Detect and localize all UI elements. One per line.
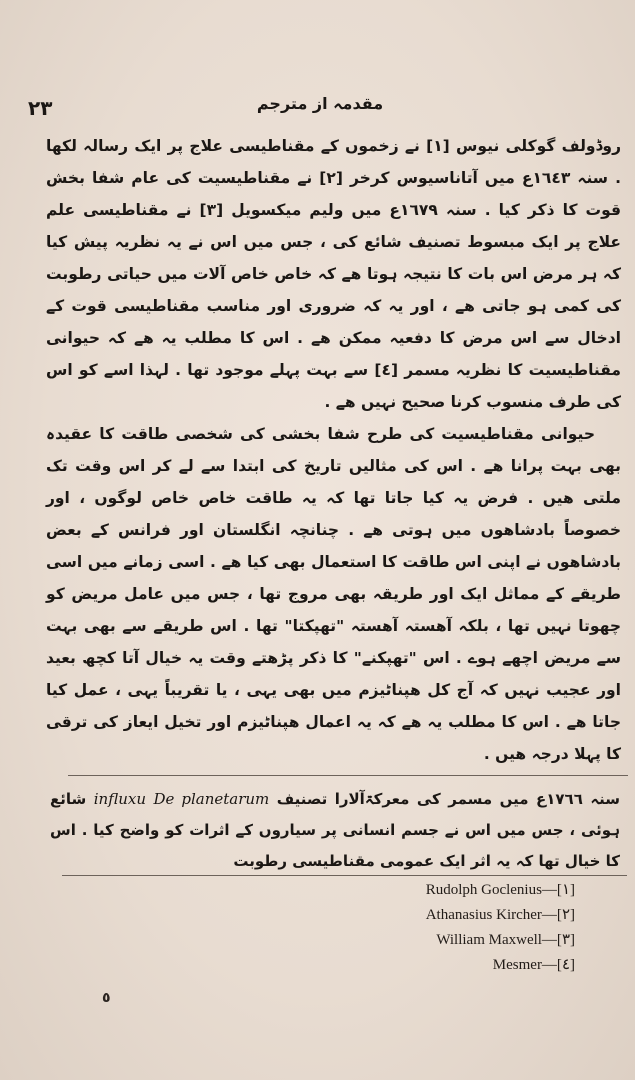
footnote-divider-top <box>68 775 628 776</box>
reference-list <box>280 878 575 978</box>
running-title: مقدمہ از مترجم <box>256 94 384 113</box>
reference-2: Athanasius Kircher—[٢] <box>425 907 575 923</box>
main-text <box>46 130 621 770</box>
paragraph-2: حیوانی مقناطیسیت کی طرح شفا بخشی کی شخصی طاقت کا عقیدہ بھی بہت پرانا ھے . اس کی مثالیں تاریخ کی ابتدا سے لے کر اس وقت تک ملتی ھیں . فرض یہ کیا جاتا تھا کہ یہ طاقت خاص خاص لوگوں ، اور خصوصاً بادشاھوں میں ہوتی ھے . چنانچہ انگلستان اور فرانس کے بعض بادشاھوں نے اپنی اس طاقت کا استعمال بھی کیا ھے . اسی زمانے میں اسی طریقے کے مماثل ایک اور طریقہ بھی مروج تھا ، جس میں عامل مریض کو چھوتا نہیں تھا ، بلکہ آھستہ آھستہ "تھپکتا" تھا . اس طریقے سے بھی بہت سے مریض اچھے ہوے . اس "تھپکنے" کا ذکر پڑھتے وقت یہ خیال آتا کچھ بعید اور عجیب نہیں کہ آج کل ھپناٹیزم میں بھی یہی ، یا تقریباً یہی ، عمل کیا جاتا ھے . اس کا مطلب یہ ھے کہ یہ اعمال ھپناٹیزم اور تخیل ایعاز کی ترقی کا پہلا درجہ ھیں . <box>46 425 621 763</box>
footnote-divider-bottom <box>62 875 627 876</box>
reference-3: William Maxwell—[٣] <box>436 932 575 948</box>
reference-4: Mesmer—[٤] <box>492 957 575 973</box>
footnote-latin-title-1: De planetarum <box>153 790 270 808</box>
reference-1: Rudolph Goclenius—[١] <box>425 882 575 898</box>
page-signature: ٥ <box>102 990 111 1006</box>
footnote-text-end: شائع ہوئی ، جس میں اس نے جسم انسانی پر سیاروں کے اثرات کو واضح کیا . اس کا خیال تھا کہ یہ اثر ایک عمومی مقناطیسی رطوبت <box>50 790 620 870</box>
footnote-latin-title-2: influxu <box>93 790 146 808</box>
footnote-text-start: سنہ ١٧٦٦ع میں مسمر کی معرکۃآلارا تصنیف <box>276 790 620 808</box>
paragraph-1: روڈولف گوکلی نیوس [١] نے زخموں کے مقناطیسی علاج پر ایک رسالہ لکھا . سنہ ١٦٤٣ع میں آتاناسیوس کرخر [٢] نے مقناطیسیت کی عام شفا بخش قوت کا ذکر کیا . سنہ ١٦٧٩ع میں ولیم میکسویل [٣] نے مقناطیسی علم علاج پر ایک مبسوط تصنیف شائع کی ، جس میں اس نے یہ نظریہ پیش کیا کہ ہر مرض اس بات کا نتیجہ ہوتا ھے کہ خاص خاص آلات میں حیاتی رطوبت کی کمی ہو جاتی ھے ، اور یہ کہ ضروری اور مناسب مقناطیسی قوت کے ادخال سے اس مرض کا دفعیہ ممکن ھے . اس کا مطلب یہ ھے کہ حیوانی مقناطیسیت کا نظریہ مسمر [٤] سے بہت پہلے موجود تھا . لہذا اسے کو اس کی طرف منسوب کرنا صحیح نہیں ھے . <box>46 137 622 411</box>
footnote <box>50 784 620 877</box>
page-number: ٢٣ <box>28 96 53 120</box>
